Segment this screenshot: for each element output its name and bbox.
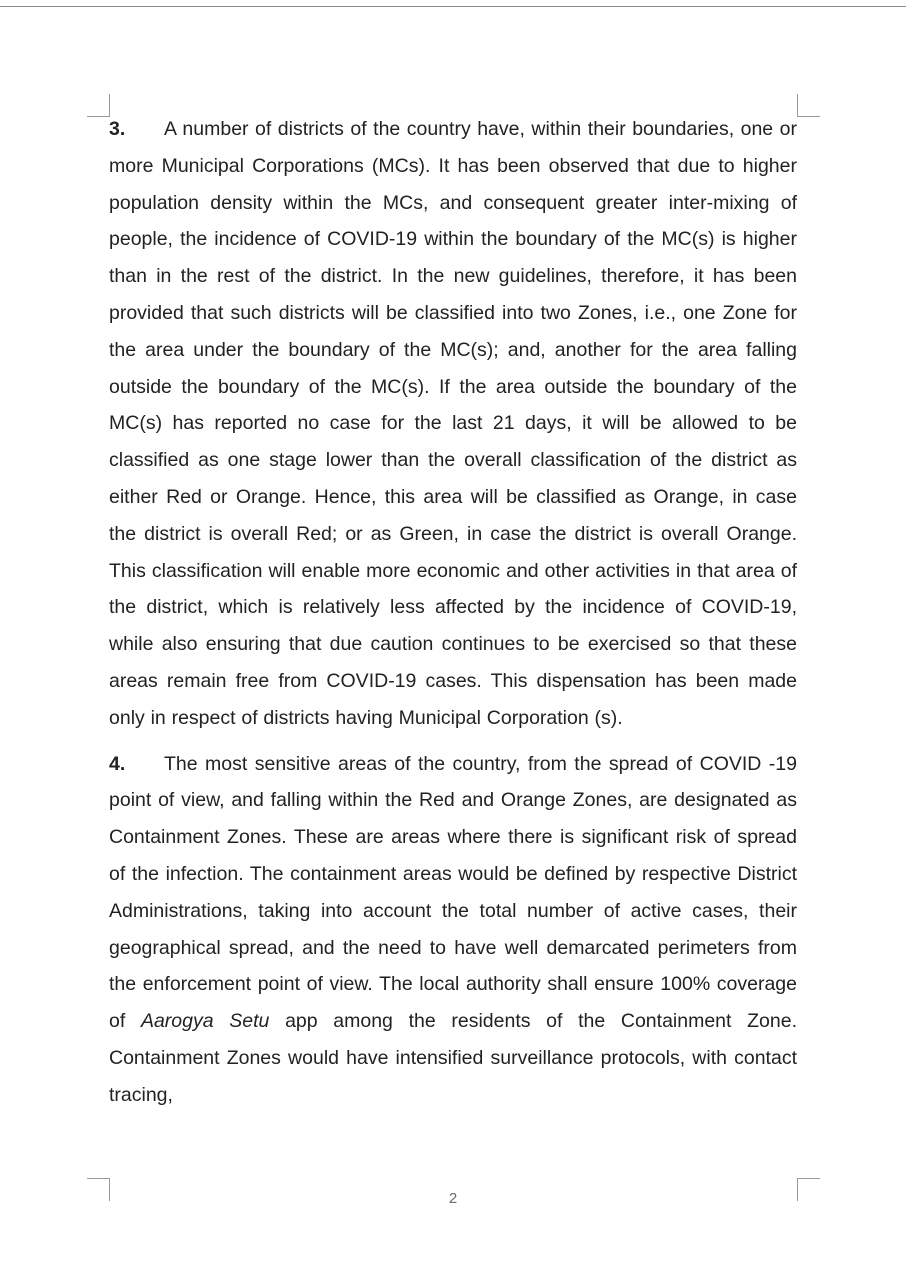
paragraph-number: 4.	[109, 752, 126, 775]
paragraph-3	[109, 111, 797, 737]
paragraph-4	[109, 746, 797, 1114]
paragraph-text: The most sensitive areas of the country, from the spread of COVID -19 point of view, and falling within the Red and Orange Zones, are designated as Containment Zones. These are areas where there is significant risk of spread of the infection. The containment areas would be defined by respective District Administrations, taking into account the total number of active cases, their geographical spread, and the need to have well demarcated perimeters from the enforcement point of view. The local authority shall ensure 100% coverage of	[109, 752, 797, 1033]
crop-mark-top-left	[87, 94, 110, 117]
document-body	[109, 111, 797, 1114]
paragraph-text: A number of districts of the country have, within their boundaries, one or more Municipal Corporations (MCs). It has been observed that due to higher population density within the MCs, and consequent greater inter-mixing of people, the incidence of COVID-19 within the boundary of the MC(s) is higher than in the rest of the district. In the new guidelines, therefore, it has been provided that such districts will be classified into two Zones, i.e., one Zone for the area under the boundary of the MC(s); and, another for the area falling outside the boundary of the MC(s). If the area outside the boundary of the MC(s) has reported no case for the last 21 days, it will be allowed to be classified as one stage lower than the overall classification of the district as either Red or Orange. Hence, this area will be classified as Orange, in case the district is overall Red; or as Green, in case the district is overall Orange. This classification will enable more economic and other activities in that area of the district, which is relatively less affected by the incidence of COVID-19, while also ensuring that due caution continues to be exercised so that these areas remain free from COVID-19 cases. This dispensation has been made only in respect of districts having Municipal Corporation (s).	[109, 118, 797, 729]
top-divider	[0, 6, 906, 7]
app-name: Aarogya Setu	[140, 1010, 270, 1033]
paragraph-text-continued: app among the residents of the Containment Zone. Containment Zones would have intensified surveillance protocols, with contact tracing,	[109, 1010, 797, 1106]
page-number: 2	[448, 1190, 458, 1207]
crop-mark-top-right	[797, 94, 820, 117]
paragraph-number: 3.	[109, 118, 126, 140]
